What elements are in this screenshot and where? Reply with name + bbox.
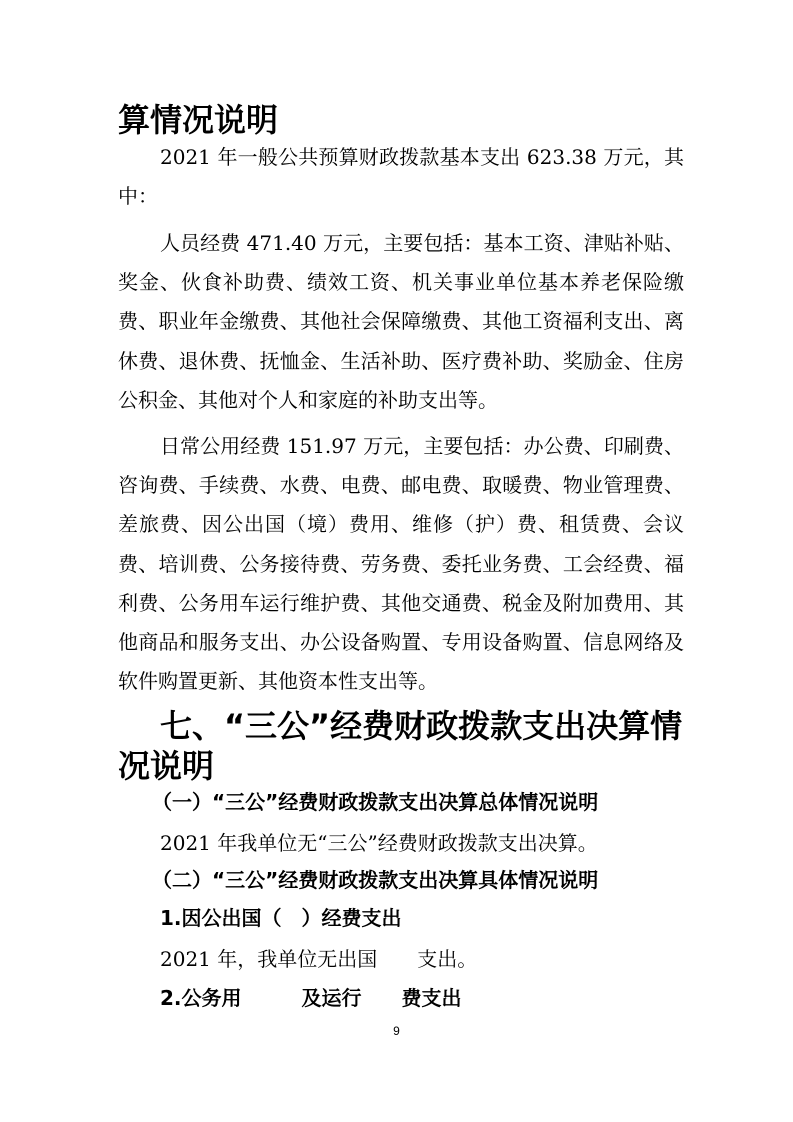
heading-continued: 算情况说明 — [118, 101, 279, 139]
subsection-1-text: 2021 年我单位无“三公”经费财政拨款支出决算。 — [160, 831, 598, 855]
page-number: 9 — [393, 1024, 400, 1038]
section-7-heading-line2: 况说明 — [118, 747, 215, 785]
subsection-2-heading: （二）“三公”经费财政拨款支出决算具体情况说明 — [152, 868, 599, 892]
section-7-heading-line1: 七、“三公”经费财政拨款支出决算情 — [160, 707, 683, 745]
item-2-heading: 2.公务用 及运行 费支出 — [160, 986, 462, 1010]
paragraph-basic-expenditure: 2021 年一般公共预算财政拨款基本支出 623.38 万元，其中： — [118, 145, 684, 209]
item-1-text: 2021 年，我单位无出国 支出。 — [160, 947, 478, 971]
paragraph-public-expenses: 日常公用经费 151.97 万元，主要包括：办公费、印刷费、咨询费、手续费、水费、电费、邮电费、取暖费、物业管理费、差旅费、因公出国（境）费用、维修（护）费、租赁费、会议费、培训费、公务接待费、劳务费、委托业务费、工会经费、福利费、公务用车运行维护费、其他交通费、税金及附加费用、其他商品和服务支出、办公设备购置、专用设备购置、信息网络及软件购置更新、其他资本性支出等。 — [118, 434, 684, 694]
paragraph-personnel-expenses: 人员经费 471.40 万元，主要包括：基本工资、津贴补贴、奖金、伙食补助费、绩效工资、机关事业单位基本养老保险缴费、职业年金缴费、其他社会保障缴费、其他工资福利支出、离休费、退休费、抚恤金、生活补助、医疗费补助、奖励金、住房公积金、其他对个人和家庭的补助支出等。 — [118, 231, 684, 412]
item-1-heading: 1.因公出国（ ）经费支出 — [160, 906, 402, 930]
subsection-1-heading: （一）“三公”经费财政拨款支出决算总体情况说明 — [152, 790, 599, 814]
